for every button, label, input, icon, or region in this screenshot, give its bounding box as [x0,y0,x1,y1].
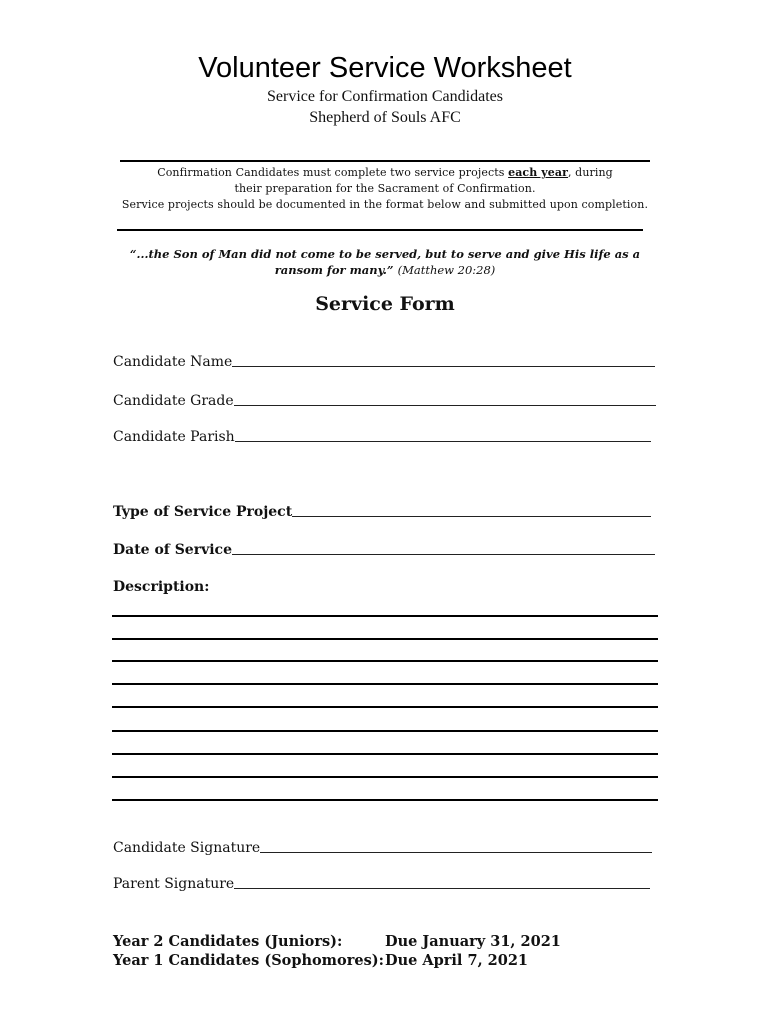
parent-signature-line[interactable] [234,887,650,889]
service-type-label: Type of Service Project [113,504,293,520]
bottom-divider [117,229,643,231]
candidate-parish-label: Candidate Parish [113,429,235,445]
description-line[interactable] [112,776,658,778]
candidate-name-label: Candidate Name [113,354,233,370]
instruction-line-1: Confirmation Candidates must complete two service projects each year, during [157,166,613,179]
description-label: Description: [113,579,210,595]
parent-signature-label: Parent Signature [113,876,235,892]
candidate-signature-line[interactable] [260,851,652,853]
form-title: Service Form [315,293,455,315]
service-type-line[interactable] [292,515,651,517]
emphasis-each-year: each year [508,166,568,179]
top-divider [120,160,650,162]
candidate-name-field[interactable] [113,354,655,370]
candidate-grade-field[interactable] [113,393,656,409]
service-date-field[interactable] [113,542,655,558]
scripture-quote-line-1: “...the Son of Man did not come to be served, but to serve and give His life as a [129,247,641,261]
candidate-grade-label: Candidate Grade [113,393,234,409]
candidate-signature-field[interactable] [113,840,652,856]
year2-label: Year 2 Candidates (Juniors): [113,933,343,950]
description-line[interactable] [112,660,658,662]
subtitle-program: Service for Confirmation Candidates [267,88,503,105]
candidate-parish-field[interactable] [113,429,651,445]
instruction-line-3: Service projects should be documented in the format below and submitted upon completion. [121,198,649,211]
year2-due-date: Due January 31, 2021 [385,933,561,950]
page-title: Volunteer Service Worksheet [198,52,572,84]
parent-signature-field[interactable] [113,876,650,892]
year1-label: Year 1 Candidates (Sophomores): [113,952,384,969]
description-heading [113,579,413,595]
subtitle-parish: Shepherd of Souls AFC [309,109,461,126]
description-line[interactable] [112,683,658,685]
candidate-parish-line[interactable] [235,440,651,442]
year1-due-date: Due April 7, 2021 [385,952,529,969]
service-type-field[interactable] [113,504,651,520]
description-line[interactable] [112,799,658,801]
instruction-line-2: their preparation for the Sacrament of Confirmation. [234,182,536,195]
candidate-name-line[interactable] [232,365,655,367]
scripture-quote-line-2: ransom for many.” (Matthew 20:28) [274,263,496,277]
service-date-label: Date of Service [113,542,232,558]
description-line[interactable] [112,730,658,732]
scripture-citation: (Matthew 20:28) [397,263,496,277]
service-date-line[interactable] [232,553,655,555]
candidate-grade-line[interactable] [234,404,656,406]
description-line[interactable] [112,615,658,617]
description-line[interactable] [112,638,658,640]
candidate-signature-label: Candidate Signature [113,840,261,856]
description-line[interactable] [112,753,658,755]
description-line[interactable] [112,706,658,708]
